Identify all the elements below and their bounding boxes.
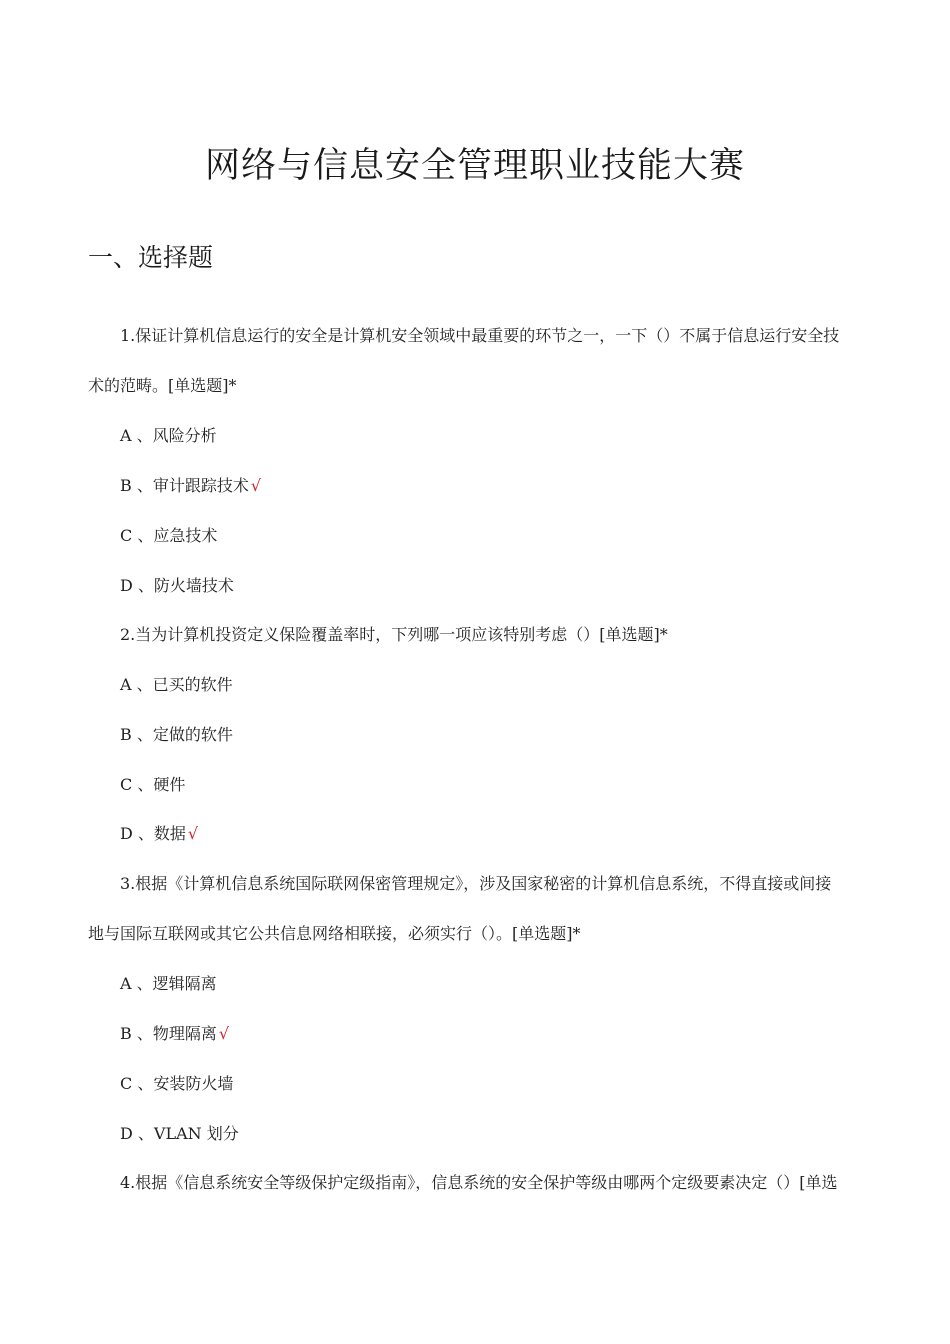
option-label: B 、物理隔离	[120, 1024, 217, 1043]
question-1-option-a	[120, 425, 217, 447]
question-3-option-c	[120, 1073, 233, 1095]
document-title: 网络与信息安全管理职业技能大赛	[204, 146, 745, 186]
option-label: C 、安装防火墙	[120, 1074, 234, 1093]
question-2-option-a	[120, 674, 233, 696]
question-3-option-a	[120, 973, 217, 995]
question-1-option-d	[120, 575, 234, 597]
correct-answer-check-icon: √	[250, 476, 262, 495]
question-1-text: 1.保证计算机信息运行的安全是计算机安全领域中最重要的环节之一，一下（）不属于信息运行安全技	[120, 326, 840, 345]
option-label: C 、应急技术	[120, 526, 218, 545]
option-label: A 、逻辑隔离	[120, 974, 217, 993]
option-label: D 、数据	[120, 824, 186, 843]
option-label: C 、硬件	[120, 775, 186, 794]
question-3-option-b	[120, 1023, 229, 1045]
question-3-text-cont: 地与国际互联网或其它公共信息网络相联接，必须实行（）。[单选题]*	[88, 924, 581, 943]
option-label: D 、VLAN 划分	[120, 1124, 239, 1143]
question-2-option-b	[120, 724, 233, 746]
question-1-option-b	[120, 475, 261, 497]
correct-answer-check-icon: √	[218, 1024, 230, 1043]
option-label: B 、审计跟踪技术	[120, 476, 249, 495]
option-label: A 、风险分析	[120, 426, 217, 445]
question-4-text: 4.根据《信息系统安全等级保护定级指南》，信息系统的安全保护等级由哪两个定级要素决定（）[单选	[120, 1173, 838, 1192]
question-3-option-d	[120, 1123, 239, 1145]
question-2-text: 2.当为计算机投资定义保险覆盖率时，下列哪一项应该特别考虑（）[单选题]*	[120, 625, 668, 644]
option-label: A 、已买的软件	[120, 675, 233, 694]
question-2-option-d	[120, 823, 198, 845]
question-3-text: 3.根据《计算机信息系统国际联网保密管理规定》，涉及国家秘密的计算机信息系统，不得直接或间接	[120, 874, 832, 893]
question-1-text-cont: 术的范畴。[单选题]*	[88, 376, 237, 395]
section-heading: 一、选择题	[88, 243, 214, 272]
question-1-option-c	[120, 525, 217, 547]
question-2-option-c	[120, 774, 185, 796]
correct-answer-check-icon: √	[187, 824, 199, 843]
option-label: D 、防火墙技术	[120, 576, 234, 595]
option-label: B 、定做的软件	[120, 725, 233, 744]
